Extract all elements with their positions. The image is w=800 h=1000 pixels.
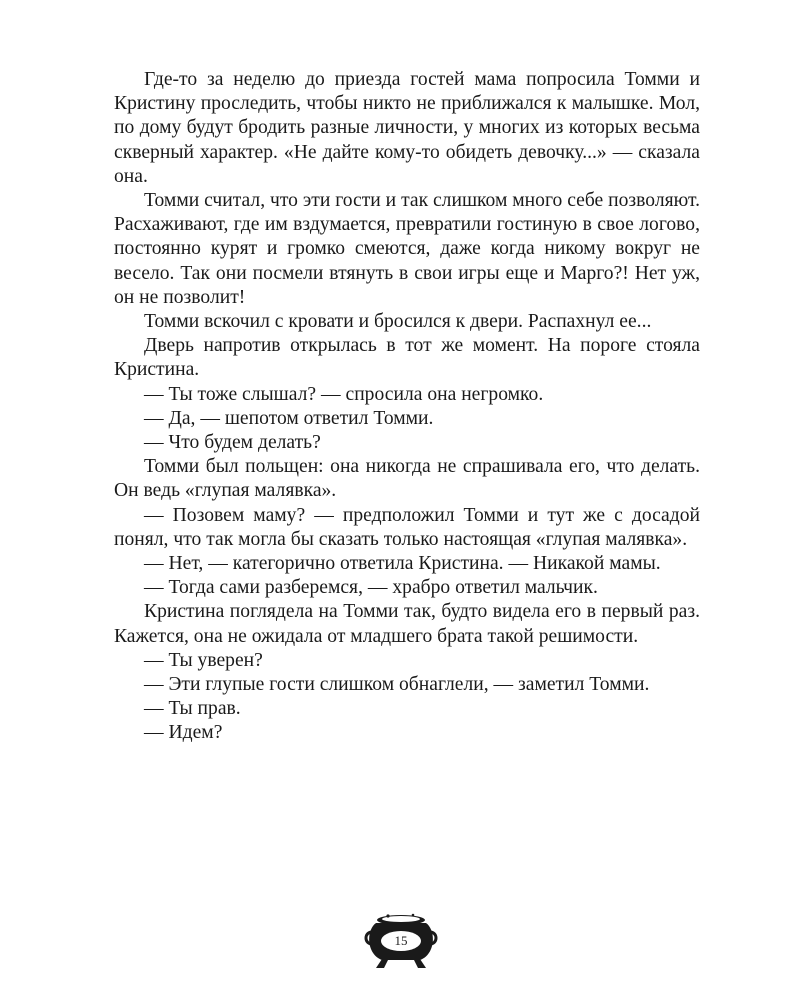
- paragraph: — Ты уверен?: [144, 649, 263, 671]
- paragraph: Томми считал, что эти гости и так слишком много себе позволяют. Расхаживают, где им вздумается, превратили гостиную в свое логово, постоянно курят и громко смеются, даже когда никому вокруг не весело. Так они посмели втянуть в свои игры еще и Марго?! Нет уж, он не позволит!: [114, 190, 700, 308]
- paragraph: — Идем?: [144, 722, 223, 744]
- paragraph: — Позовем маму? — предположил Томми и тут же с досадой понял, что так могла бы сказать только настоящая «глупая малявка».: [114, 504, 700, 550]
- paragraph: Кристина поглядела на Томми так, будто видела его в первый раз. Кажется, она не ожидала от младшего брата такой решимости.: [114, 601, 700, 647]
- paragraph: — Ты прав.: [144, 698, 241, 720]
- paragraph: Томми был польщен: она никогда не спрашивала его, что делать. Он ведь «глупая малявка».: [114, 456, 700, 502]
- paragraph: Дверь напротив открылась в тот же момент. На пороге стояла Кристина.: [114, 335, 700, 381]
- body-text: [114, 68, 700, 746]
- page-number: 15: [394, 933, 408, 948]
- paragraph: — Эти глупые гости слишком обнаглели, — заметил Томми.: [144, 674, 650, 696]
- page-folio: [358, 910, 444, 972]
- paragraph: — Нет, — категорично ответила Кристина. — Никакой мамы.: [144, 553, 661, 575]
- paragraph: — Да, — шепотом ответил Томми.: [144, 407, 434, 429]
- paragraph: Томми вскочил с кровати и бросился к двери. Распахнул ее...: [144, 311, 652, 333]
- paragraph: Где-то за неделю до приезда гостей мама попросила Томми и Кристину проследить, чтобы никто не приближался к малышке. Мол, по дому будут бродить разные личности, у многих из которых весьма скверный характер. «Не дайте кому-то обидеть девочку...» — сказала она.: [114, 69, 700, 187]
- paragraph: — Тогда сами разберемся, — храбро ответил мальчик.: [144, 577, 598, 599]
- paragraph: — Что будем делать?: [144, 432, 321, 454]
- paragraph: — Ты тоже слышал? — спросила она негромко.: [144, 383, 544, 405]
